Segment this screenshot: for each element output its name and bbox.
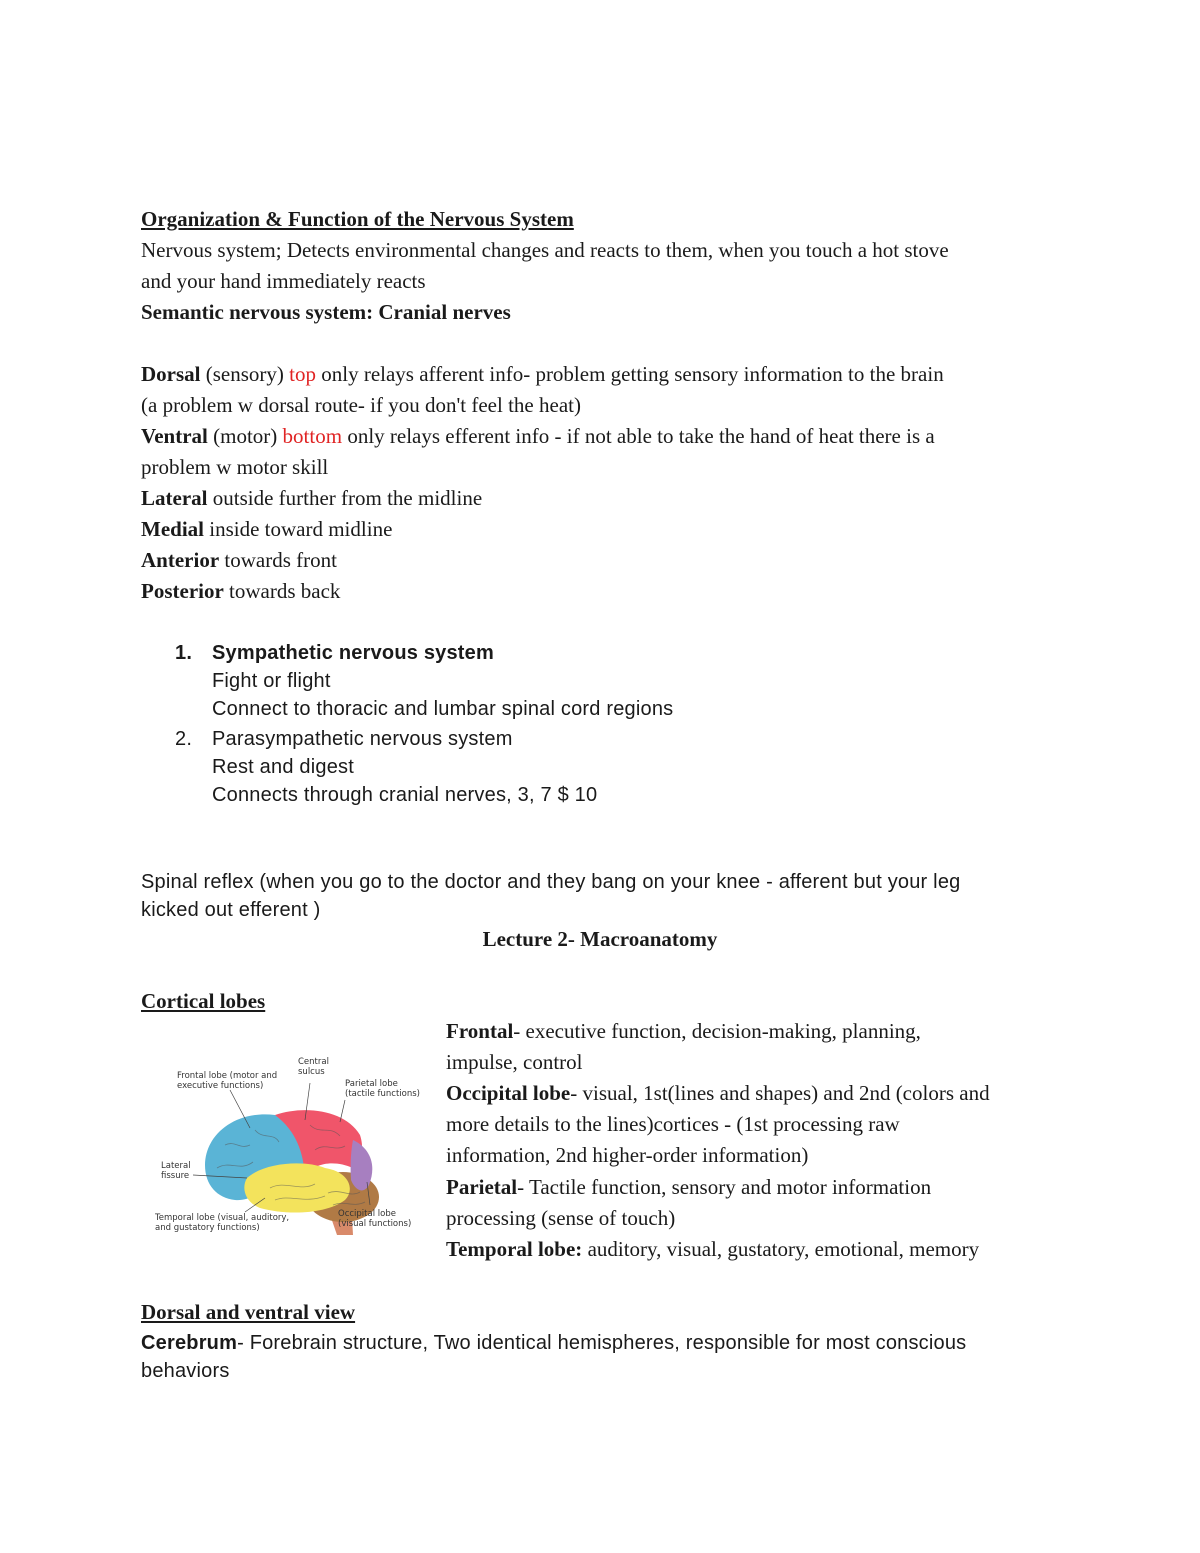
- label-lateral-fissure: fissure: [161, 1171, 190, 1181]
- term: Temporal lobe:: [446, 1237, 583, 1261]
- term: Dorsal: [141, 362, 201, 386]
- cerebrum-definition: [141, 1329, 966, 1357]
- definition: auditory, visual, gustatory, emotional, memory: [582, 1237, 980, 1261]
- list-number: 1.: [175, 642, 193, 664]
- term: Parietal: [446, 1175, 518, 1199]
- label-parietal: Parietal lobe: [345, 1079, 398, 1089]
- lobe-temporal: [446, 1234, 979, 1265]
- term: Cerebrum: [141, 1332, 238, 1354]
- intro-text: Nervous system; Detects environmental changes and reacts to them, when you touch a hot stove: [141, 238, 949, 262]
- temporal-lobe: [244, 1163, 350, 1212]
- cortical-lobes-heading: Cortical lobes: [141, 989, 266, 1013]
- label-occipital: Occipital lobe: [338, 1209, 396, 1219]
- lobe-occipital-cont: more details to the lines)cortices - (1st processing raw: [446, 1112, 900, 1136]
- lobe-occipital-cont: information, 2nd higher-order information): [446, 1143, 809, 1167]
- term: Medial: [141, 517, 204, 541]
- brain-diagram: [155, 1050, 425, 1240]
- definition: - executive function, decision-making, planning,: [513, 1019, 921, 1043]
- label-frontal: Frontal lobe (motor and: [177, 1071, 278, 1081]
- definition: inside toward midline: [204, 517, 393, 541]
- definition: only relays efferent info - if not able to take the hand of heat there is a: [342, 424, 935, 448]
- paren: (motor): [207, 424, 283, 448]
- term: Anterior: [141, 548, 220, 572]
- label-lateral-fissure: Lateral: [161, 1161, 191, 1171]
- ventral-definition: [141, 422, 935, 450]
- spinal-reflex-text: Spinal reflex (when you go to the doctor and they bang on your knee - afferent but your leg: [141, 871, 961, 893]
- highlight-word: top: [289, 362, 316, 386]
- term-lateral: [141, 484, 482, 512]
- dorsal-continued: (a problem w dorsal route- if you don't feel the heat): [141, 393, 581, 417]
- label-occipital: (visual functions): [338, 1219, 412, 1229]
- label-central-sulcus: Central: [298, 1057, 329, 1067]
- highlight-word: bottom: [282, 424, 343, 448]
- term-posterior: [141, 577, 340, 605]
- spinal-reflex-text: kicked out efferent ): [141, 899, 321, 921]
- term: Frontal: [446, 1019, 514, 1043]
- label-central-sulcus: sulcus: [298, 1067, 325, 1077]
- list-subitem: Connects through cranial nerves, 3, 7 $ 10: [212, 784, 598, 806]
- ventral-continued: problem w motor skill: [141, 455, 329, 479]
- semantic-heading: Semantic nervous system: Cranial nerves: [141, 300, 511, 324]
- label-temporal: and gustatory functions): [155, 1223, 260, 1233]
- list-subitem: Connect to thoracic and lumbar spinal cord regions: [212, 698, 674, 720]
- label-temporal: Temporal lobe (visual, auditory,: [155, 1213, 290, 1223]
- list-subitem: Fight or flight: [212, 670, 331, 692]
- lobe-parietal: [446, 1172, 931, 1203]
- lobe-parietal-cont: processing (sense of touch): [446, 1206, 676, 1230]
- lobe-frontal-cont: impulse, control: [446, 1050, 583, 1074]
- dorsal-ventral-heading: Dorsal and ventral view: [141, 1300, 356, 1324]
- paren: (sensory): [200, 362, 290, 386]
- definition: - Forebrain structure, Two identical hemispheres, responsible for most conscious: [237, 1332, 967, 1354]
- dorsal-definition: [141, 360, 944, 388]
- term: Occipital lobe: [446, 1081, 571, 1105]
- definition: - Tactile function, sensory and motor information: [517, 1175, 932, 1199]
- page-title: Organization & Function of the Nervous System: [141, 207, 574, 231]
- lecture-heading: Lecture 2- Macroanatomy: [482, 927, 718, 951]
- list-number: 2.: [175, 728, 193, 750]
- label-parietal: (tactile functions): [345, 1089, 420, 1099]
- term-medial: [141, 515, 392, 543]
- intro-text: and your hand immediately reacts: [141, 269, 426, 293]
- list-title: Sympathetic nervous system: [212, 642, 494, 664]
- lobe-frontal: [446, 1016, 921, 1047]
- definition: towards back: [223, 579, 341, 603]
- term: Lateral: [141, 486, 208, 510]
- definition: towards front: [219, 548, 337, 572]
- definition: only relays afferent info- problem getting sensory information to the brain: [316, 362, 944, 386]
- lobe-occipital: [446, 1078, 990, 1109]
- term-anterior: [141, 546, 337, 574]
- definition: - visual, 1st(lines and shapes) and 2nd (colors and: [570, 1081, 990, 1105]
- list-subitem: Rest and digest: [212, 756, 354, 778]
- occipital-lobe: [351, 1140, 373, 1190]
- label-frontal: executive functions): [177, 1081, 264, 1091]
- definition: outside further from the midline: [207, 486, 483, 510]
- cerebrum-continued: behaviors: [141, 1360, 230, 1382]
- list-title: Parasympathetic nervous system: [212, 728, 513, 750]
- term: Ventral: [141, 424, 208, 448]
- term: Posterior: [141, 579, 224, 603]
